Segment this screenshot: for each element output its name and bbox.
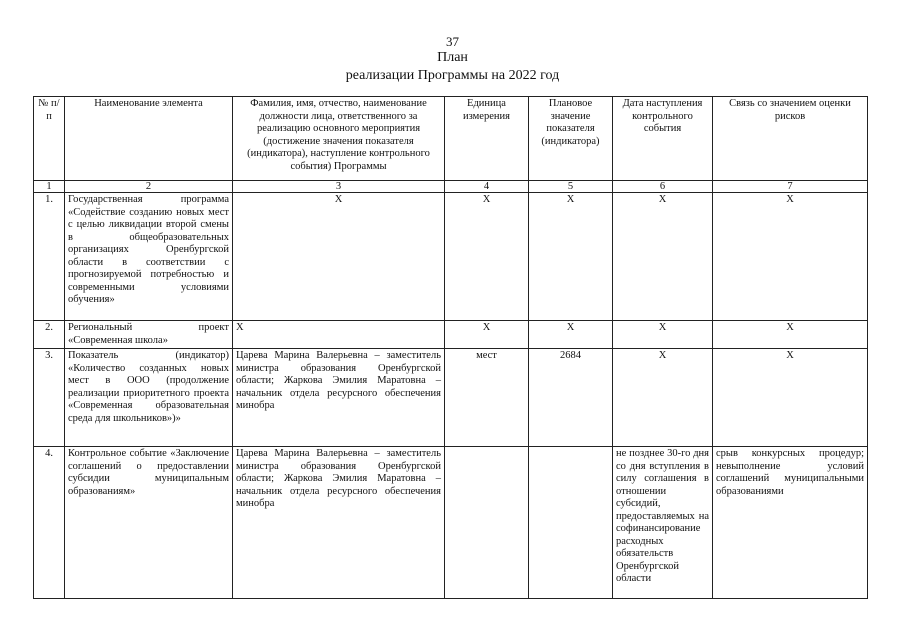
page-number: 37: [446, 34, 459, 49]
row-date: X: [613, 193, 713, 321]
row-date: X: [613, 349, 713, 447]
row-value: X: [529, 193, 613, 321]
row-responsible: Царева Марина Валерьевна – заместитель министра образования Оренбургской области; Жаркова Эмилия Маратовна – начальник отдела ресурсного обеспечения минобра: [233, 349, 445, 447]
row-value: 2684: [529, 349, 613, 447]
column-number: 6: [613, 181, 713, 193]
header-value: Плановое значение показателя (индикатора): [529, 97, 613, 181]
column-number: 4: [445, 181, 529, 193]
row-responsible: X: [233, 193, 445, 321]
column-number: 1: [34, 181, 65, 193]
table-row: [34, 321, 868, 349]
header-date: Дата наступления контрольного события: [613, 97, 713, 181]
row-element: Показатель (индикатор) «Количество созданных новых мест в ООО (продолжение реализации приоритетного проекта «Современная образовательная среда для школьников»)»: [65, 349, 233, 447]
column-number: 5: [529, 181, 613, 193]
column-number: 3: [233, 181, 445, 193]
header-responsible: Фамилия, имя, отчество, наименование должности лица, ответственного за реализацию основного мероприятия (достижение значения показателя (индикатора), наступление контрольного события) Программы: [233, 97, 445, 181]
row-responsible: X: [233, 321, 445, 349]
header-element: Наименование элемента: [65, 97, 233, 181]
row-element: Региональный проект «Современная школа»: [65, 321, 233, 349]
table-header-row: [34, 97, 868, 181]
plan-table: [33, 96, 868, 599]
row-value: [529, 447, 613, 599]
row-unit: X: [445, 193, 529, 321]
plan-title: План: [437, 50, 468, 65]
row-element: Государственная программа «Содействие созданию новых мест с целью ликвидации второй смены в общеобразовательных организациях Оренбургской области в соответствии с прогнозируемой потребностью и современными условиями обучения»: [65, 193, 233, 321]
table-row: [34, 349, 868, 447]
row-date: не позднее 30-го дня со дня вступления в силу соглашения в отношении субсидий, предоставляемых на софинансирование расходных обязательств Оренбургской области: [613, 447, 713, 599]
row-num: 1.: [34, 193, 65, 321]
row-num: 4.: [34, 447, 65, 599]
row-risk: X: [713, 193, 868, 321]
column-number: 2: [65, 181, 233, 193]
header-num: № п/п: [34, 97, 65, 181]
row-unit: [445, 447, 529, 599]
row-unit: X: [445, 321, 529, 349]
header-risk: Связь со значением оценки рисков: [713, 97, 868, 181]
row-risk: X: [713, 349, 868, 447]
row-value: X: [529, 321, 613, 349]
row-risk: срыв конкурсных процедур; невыполнение условий соглашений муниципальными образованиями: [713, 447, 868, 599]
row-num: 2.: [34, 321, 65, 349]
table-row: [34, 193, 868, 321]
table-row: [34, 447, 868, 599]
row-responsible: Царева Марина Валерьевна – заместитель министра образования Оренбургской области; Жаркова Эмилия Маратовна – начальник отдела ресурсного обеспечения минобра: [233, 447, 445, 599]
header-unit: Единица измерения: [445, 97, 529, 181]
row-date: X: [613, 321, 713, 349]
plan-subtitle: реализации Программы на 2022 год: [345, 68, 560, 83]
row-num: 3.: [34, 349, 65, 447]
column-number: 7: [713, 181, 868, 193]
row-element: Контрольное событие «Заключение соглашений о предоставлении субсидии муниципальным образованиям»: [65, 447, 233, 599]
column-number-row: [34, 181, 868, 193]
row-risk: X: [713, 321, 868, 349]
row-unit: мест: [445, 349, 529, 447]
